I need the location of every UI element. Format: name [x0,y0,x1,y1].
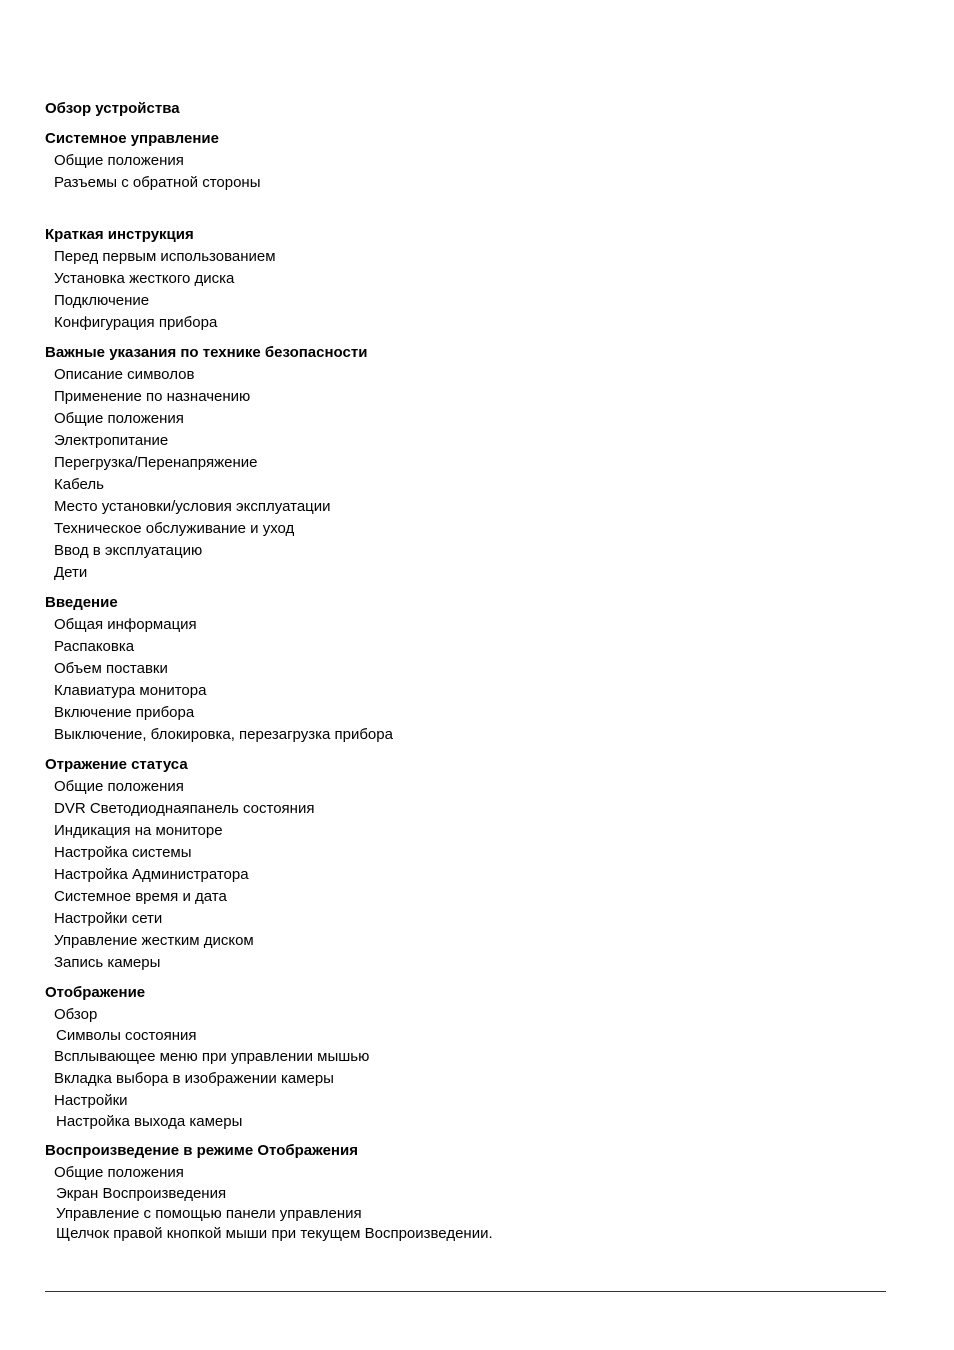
toc-item: Место установки/условия эксплуатации [54,498,331,515]
toc-item: Обзор [54,1006,98,1023]
toc-item: Общая информация [54,616,197,633]
toc-item: Настройка системы [54,844,192,861]
toc-item: Распаковка [54,638,135,655]
toc-section-heading: Важные указания по технике безопасности [45,344,368,361]
toc-item: Применение по назначению [54,388,251,405]
toc-item: Управление жестким диском [54,932,254,949]
toc-item: Техническое обслуживание и уход [54,520,295,537]
toc-item: Системное время и дата [54,888,227,905]
toc-item: Символы состояния [56,1027,197,1044]
toc-item: Выключение, блокировка, перезагрузка прибора [54,726,393,743]
toc-item: Настройки [54,1092,128,1109]
toc-item: Кабель [54,476,104,493]
toc-section-heading: Отображение [45,984,146,1001]
toc-item: Общие положения [54,1164,184,1181]
toc-item: Экран Воспроизведения [56,1185,227,1202]
toc-item: Дети [54,564,88,581]
toc-item: Вкладка выбора в изображении камеры [54,1070,334,1087]
toc-item: Перегрузка/Перенапряжение [54,454,258,471]
toc-section-system-control [45,128,905,194]
toc-section-heading: Введение [45,594,118,611]
toc-item: Электропитание [54,432,169,449]
toc-section-heading: Обзор устройства [45,100,180,117]
toc-section-playback [45,1140,905,1244]
toc-item: Разъемы с обратной стороны [54,174,261,191]
footer-divider [45,1291,886,1292]
toc-section-device-overview [45,98,905,120]
toc-item: Ввод в эксплуатацию [54,542,203,559]
toc-section-introduction [45,592,905,746]
toc-section-heading: Краткая инструкция [45,226,194,243]
toc-item: Включение прибора [54,704,195,721]
toc-section-heading: Системное управление [45,130,219,147]
toc-item: Управление с помощью панели управления [56,1205,362,1222]
toc-section-quick-guide [45,224,905,334]
toc-item: Объем поставки [54,660,168,677]
toc-item: Подключение [54,292,150,309]
toc-item: Настройка выхода камеры [56,1113,243,1130]
toc-item: Всплывающее меню при управлении мышью [54,1048,370,1065]
toc-section-display [45,982,905,1132]
toc-item: Описание символов [54,366,195,383]
toc-item: Общие положения [54,410,184,427]
toc-item: Щелчок правой кнопкой мыши при текущем Воспроизведении. [56,1225,493,1242]
toc-item: Общие положения [54,778,184,795]
toc-item: Установка жесткого диска [54,270,235,287]
toc-item: Клавиатура монитора [54,682,207,699]
table-of-contents [45,98,905,1244]
toc-item: Настройка Администратора [54,866,249,883]
toc-item: Индикация на мониторе [54,822,223,839]
toc-item: Настройки сети [54,910,163,927]
toc-section-heading: Воспроизведение в режиме Отображения [45,1142,358,1159]
toc-item: Конфигурация прибора [54,314,218,331]
toc-section-status [45,754,905,974]
toc-item: Перед первым использованием [54,248,276,265]
toc-section-safety [45,342,905,584]
toc-section-heading: Отражение статуса [45,756,188,773]
toc-item: Общие положения [54,152,184,169]
toc-item: Запись камеры [54,954,161,971]
toc-item: DVR Светодиоднаяпанель состояния [54,800,315,817]
